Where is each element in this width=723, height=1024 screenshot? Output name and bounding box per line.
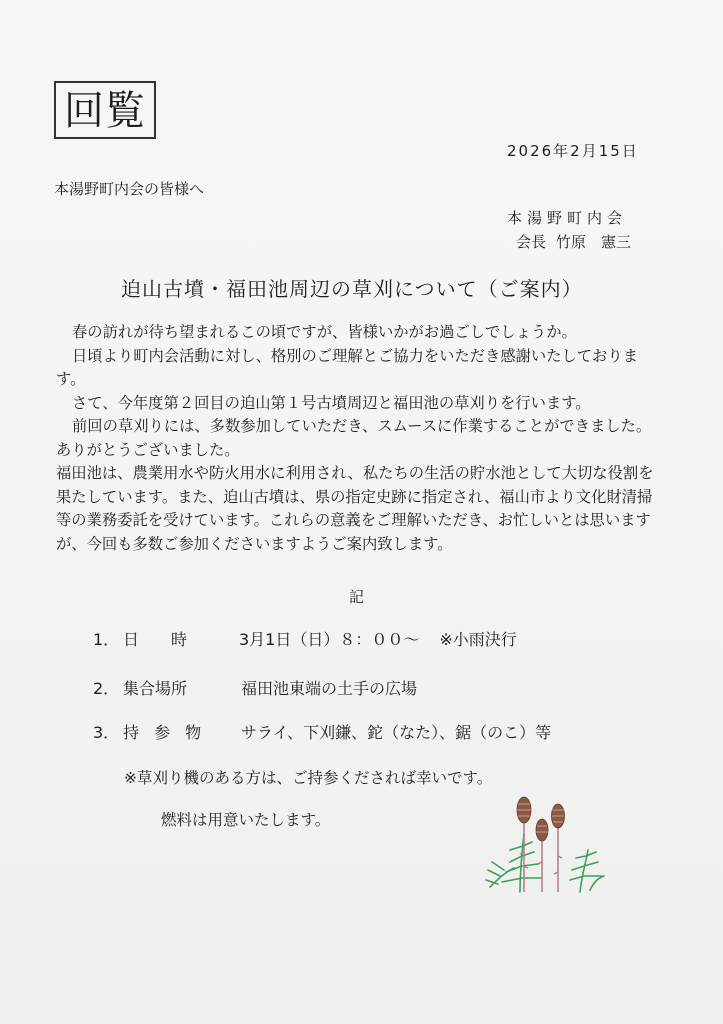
body-paragraph: 春の訪れが待ち望まれるこの頃ですが、皆様いかがお過ごしでしょうか。 [72, 323, 577, 341]
body-paragraph: 前回の草刈りには、多数参加していただき、スムースに作業することができました。ありがとうございました。 [56, 417, 652, 459]
body-paragraph: 日頃より町内会活動に対し、格別のご理解とご協力をいただき感謝いたしております。 [56, 346, 638, 388]
detail-item-place [93, 676, 417, 699]
note-fuel: 燃料は用意いたします。 [161, 811, 331, 829]
item-value: サライ、下刈鎌、鉈（なた）、鋸（のこ）等 [241, 723, 552, 742]
notice-title: 迫山古墳・福田池周辺の草刈について（ご案内） [121, 277, 583, 301]
sender-role: 会長 [516, 233, 547, 251]
note-mower: ※草刈り機のある方は、ご持参くだされば幸いです。 [124, 769, 493, 787]
item-number: 1． [93, 630, 120, 649]
sender-org: 本湯野町内会 [507, 209, 628, 227]
addressee: 本湯野町内会の皆様へ [54, 180, 205, 198]
sender-person [516, 231, 641, 252]
body-paragraph: 福田池は、農業用水や防火用水に利用され、私たちの生活の貯水池として大切な役割を果たしています。また、迫山古墳は、県の指定史跡に指定され、福山市より文化財清掃等の業務委託を受けています。これらの意義をご理解いただき、お忙しいとは思いますが、今回も多数ご参加くださいますようご案内致します。 [56, 464, 654, 553]
item-label: 持 参 物 [123, 723, 207, 742]
item-number: 3． [93, 723, 120, 742]
item-number: 2． [93, 679, 120, 698]
item-label: 日 時 [123, 630, 196, 649]
issue-date: 2026年2月15日 [507, 142, 639, 160]
detail-item-date [93, 627, 517, 650]
horsetail-plant-icon [480, 792, 610, 897]
sender-name: 竹原 憲三 [556, 233, 632, 251]
circulation-stamp: 回覧 [54, 81, 156, 139]
item-value: 3月1日（日）８：００～ [239, 630, 420, 649]
body-paragraph: さて、今年度第２回目の迫山第１号古墳周辺と福田池の草刈りを行います。 [72, 393, 591, 412]
notice-body [56, 321, 666, 556]
item-note: ※小雨決行 [439, 630, 517, 649]
item-value: 福田池東端の土手の広場 [241, 679, 418, 698]
ki-heading: 記 [349, 588, 365, 606]
detail-item-belongings [93, 720, 551, 743]
item-label: 集合場所 [123, 679, 188, 698]
